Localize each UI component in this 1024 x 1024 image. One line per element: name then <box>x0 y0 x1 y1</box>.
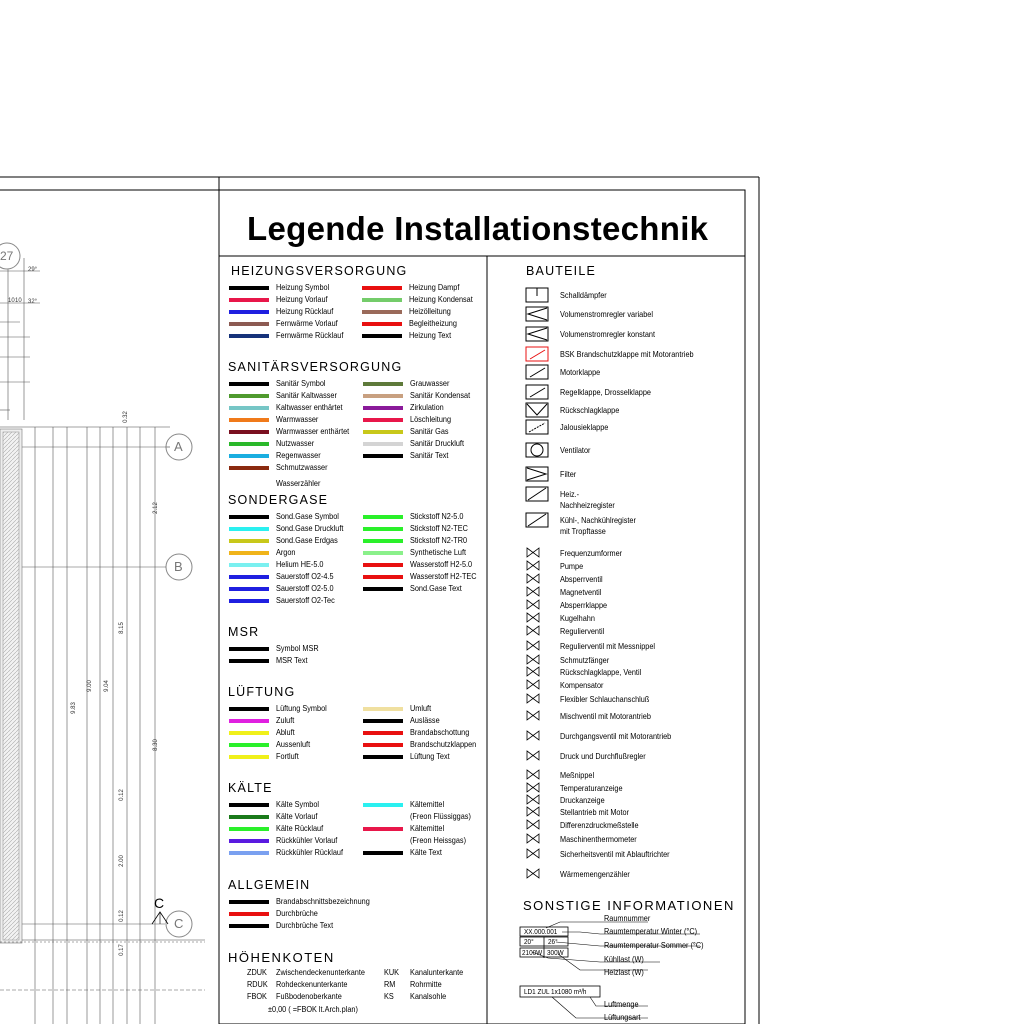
line-swatch <box>229 647 269 651</box>
axis-label-a: A <box>174 439 183 454</box>
bauteil-label: Mischventil mit Motorantrieb <box>560 711 651 721</box>
bauteil-label: Rückschlagklappe, Ventil <box>560 667 642 677</box>
hoehenkote-text: Rohdeckenunterkante <box>276 979 348 989</box>
line-swatch <box>363 406 403 410</box>
hoehenkoten-heading: HÖHENKOTEN <box>228 950 335 965</box>
hoehenkoten-footnote: ±0,00 ( =FBOK lt.Arch.plan) <box>268 1004 358 1014</box>
cooling-load-value: 2100W <box>522 948 543 957</box>
legend-label: Kältemittel <box>410 799 445 809</box>
line-swatch <box>229 659 269 663</box>
legend-label: Wasserstoff H2-5.0 <box>410 559 473 569</box>
legend-label: Kälte Vorlauf <box>276 811 318 821</box>
dimension-text: 10 <box>15 298 22 304</box>
flexibler-schlauch-icon <box>526 693 540 704</box>
frequenzumformer-icon <box>526 547 540 558</box>
legend-label: MSR Text <box>276 655 308 665</box>
legend-label: Argon <box>276 547 296 557</box>
bauteil-label: Motorklappe <box>560 367 601 377</box>
legend-label: Heizung Kondensat <box>409 294 473 304</box>
bauteil-label: Meßnippel <box>560 770 595 780</box>
legend-label: Helium HE-5.0 <box>276 559 324 569</box>
line-swatch <box>363 527 403 531</box>
legend-label: Aussenluft <box>276 739 311 749</box>
legend-label: Sanitär Druckluft <box>410 438 465 448</box>
line-swatch <box>229 394 269 398</box>
bauteil-label: Pumpe <box>560 561 584 571</box>
bauteile-heading: BAUTEILE <box>526 264 597 278</box>
line-swatch <box>229 743 269 747</box>
legend-label: Brandabschnittsbezeichnung <box>276 896 370 906</box>
line-swatch <box>229 286 269 290</box>
legend-title: Legende Installationstechnik <box>247 210 709 247</box>
hoehenkote-text: Kanalunterkante <box>410 967 464 977</box>
hoehenkote-text: Zwischendeckenunterkante <box>276 967 365 977</box>
dimension-text: 29° <box>28 267 38 273</box>
legend-label: Kaltwasser enthärtet <box>276 402 343 412</box>
legend-label: Nutzwasser <box>276 438 315 448</box>
bauteil-label: Frequenzumformer <box>560 548 623 558</box>
line-swatch <box>229 322 269 326</box>
line-swatch <box>229 466 269 470</box>
heating-load-value: 300W <box>547 948 564 957</box>
hoehenkote-code: RDUK <box>247 979 268 989</box>
label-sommer: Raumtemperatur Sommer (°C) <box>604 940 704 950</box>
bauteil-label: Schalldämpfer <box>560 290 607 300</box>
legend-label: Synthetische Luft <box>410 547 467 557</box>
line-swatch <box>363 587 403 591</box>
legend-label: Wasserzähler <box>276 478 321 488</box>
bauteil-label: Kompensator <box>560 680 604 690</box>
legend-label: Stickstoff N2-TEC <box>410 523 468 533</box>
axis-label-b: B <box>174 559 183 574</box>
legend-label: Schmutzwasser <box>276 462 328 472</box>
legend-label: Lüftung Text <box>410 751 450 761</box>
bauteil-label: Wärmemengenzähler <box>560 869 630 879</box>
kuehlregister-icon <box>524 511 550 529</box>
line-swatch <box>363 575 403 579</box>
differenzdruck-icon <box>526 819 540 830</box>
column-marker: 27 <box>0 249 14 263</box>
schalldaempfer-icon <box>524 286 550 304</box>
kaelte-heading: KÄLTE <box>228 781 273 795</box>
legend-label: Rückkühler Vorlauf <box>276 835 338 845</box>
line-swatch <box>362 334 402 338</box>
line-swatch <box>229 298 269 302</box>
legend-label: Heizung Dampf <box>409 282 460 292</box>
messnippel-icon <box>526 769 540 780</box>
line-swatch <box>363 382 403 386</box>
hoehenkote-text: Fußbodenoberkante <box>276 991 342 1001</box>
legend-label: Kälte Text <box>410 847 442 857</box>
dimension-text: 0.12 <box>118 910 125 922</box>
line-swatch <box>363 418 403 422</box>
hoehenkote-code: KS <box>384 991 394 1001</box>
bauteil-label-line2: mit Tropftasse <box>560 526 606 536</box>
legend-label: Sond.Gase Text <box>410 583 462 593</box>
line-swatch <box>229 599 269 603</box>
legend-label: Sanitär Text <box>410 450 449 460</box>
line-swatch <box>229 551 269 555</box>
bauteil-label: BSK Brandschutzklappe mit Motorantrieb <box>560 349 694 359</box>
dimension-text: 9.00 <box>86 680 93 692</box>
line-swatch <box>363 394 403 398</box>
line-swatch <box>362 286 402 290</box>
legend-label: Symbol MSR <box>276 643 319 653</box>
dimension-text: 0.17 <box>118 944 125 956</box>
label-luftmenge: Luftmenge <box>604 999 639 1009</box>
line-swatch <box>229 900 269 904</box>
legend-label: Sauerstoff O2-4.5 <box>276 571 334 581</box>
motorklappe-icon <box>524 363 550 381</box>
legend-label: Heizung Vorlauf <box>276 294 328 304</box>
druckanzeige-icon <box>526 794 540 805</box>
dimension-text: 10 <box>8 298 15 304</box>
bauteil-label: Sicherheitsventil mit Ablauftrichter <box>560 849 670 859</box>
filter-icon <box>524 465 550 483</box>
legend-label: Sanitär Gas <box>410 426 449 436</box>
bauteil-label: Filter <box>560 469 577 479</box>
stellantrieb-icon <box>526 806 540 817</box>
legend-label: Begleitheizung <box>409 318 457 328</box>
line-swatch <box>362 322 402 326</box>
line-swatch <box>229 755 269 759</box>
pumpe-icon <box>526 560 540 571</box>
line-swatch <box>229 418 269 422</box>
sanitaer-heading: SANITÄRSVERSORGUNG <box>228 360 403 374</box>
lueftung-heading: LÜFTUNG <box>228 685 296 699</box>
legend-label: Sond.Gase Druckluft <box>276 523 344 533</box>
volumenstromregler-variabel-icon <box>524 305 550 323</box>
heizregister-icon <box>524 485 550 503</box>
bauteil-label: Regelklappe, Drosselklappe <box>560 387 651 397</box>
ventilator-icon <box>524 441 550 459</box>
summer-temp-value: 26° <box>548 937 558 946</box>
legend-sublabel: (Freon Flüssiggas) <box>410 811 471 821</box>
legend-label: Zirkulation <box>410 402 444 412</box>
label-winter: Raumtemperatur Winter (°C) <box>604 926 698 936</box>
label-heizlast: Heizlast (W) <box>604 967 644 977</box>
legend-label: Fernwärme Rücklauf <box>276 330 344 340</box>
label-raumnummer: Raumnummer <box>604 913 651 923</box>
legend-label: Durchbrüche Text <box>276 920 334 930</box>
line-swatch <box>229 454 269 458</box>
line-swatch <box>363 551 403 555</box>
line-swatch <box>229 575 269 579</box>
legend-label: Warmwasser <box>276 414 319 424</box>
line-swatch <box>363 430 403 434</box>
dimension-text: 2.12 <box>152 502 159 514</box>
hoehenkote-code: KUK <box>384 967 400 977</box>
sicherheitsventil-icon <box>526 848 540 859</box>
line-swatch <box>229 334 269 338</box>
legend-label: Auslässe <box>410 715 440 725</box>
legend-label: Umluft <box>410 703 432 713</box>
line-swatch <box>229 382 269 386</box>
legend-label: Heizung Rücklauf <box>276 306 334 316</box>
legend-label: Sond.Gase Erdgas <box>276 535 338 545</box>
legend-label: Sauerstoff O2-5.0 <box>276 583 334 593</box>
regelklappe-icon <box>524 383 550 401</box>
legend-label: Lüftung Symbol <box>276 703 327 713</box>
bauteil-label: Regulierventil mit Messnippel <box>560 641 656 651</box>
dimension-text: 9.04 <box>103 680 110 692</box>
line-swatch <box>229 803 269 807</box>
line-swatch <box>363 707 403 711</box>
winter-temp-value: 20° <box>524 937 534 946</box>
line-swatch <box>229 731 269 735</box>
line-swatch <box>363 442 403 446</box>
allgemein-heading: ALLGEMEIN <box>228 878 311 892</box>
legend-label: Durchbrüche <box>276 908 318 918</box>
legend-label: Kältemittel <box>410 823 445 833</box>
dimension-text: 8.30 <box>152 739 159 751</box>
hoehenkote-code: RM <box>384 979 396 989</box>
bauteil-label: Absperrventil <box>560 574 603 584</box>
legend-label: Zuluft <box>276 715 295 725</box>
bauteil-label: Absperrklappe <box>560 600 608 610</box>
legend-label: Grauwasser <box>410 378 450 388</box>
legend-sublabel: (Freon Heissgas) <box>410 835 467 845</box>
line-swatch <box>229 815 269 819</box>
label-lueftungsart: Lüftungsart <box>604 1012 641 1022</box>
dimension-text: 0.12 <box>118 789 125 801</box>
schmutzfaenger-icon <box>526 654 540 665</box>
line-swatch <box>229 587 269 591</box>
line-swatch <box>363 731 403 735</box>
line-swatch <box>229 406 269 410</box>
absperrklappe-icon <box>526 599 540 610</box>
absperrventil-icon <box>526 573 540 584</box>
bauteil-label: Druck und Durchflußregler <box>560 751 646 761</box>
legend-label: Fortluft <box>276 751 299 761</box>
line-swatch <box>229 851 269 855</box>
bauteil-label: Schmutzfänger <box>560 655 610 665</box>
hoehenkote-code: FBOK <box>247 991 267 1001</box>
line-swatch <box>363 515 403 519</box>
line-swatch <box>229 912 269 916</box>
volumenstromregler-konstant-icon <box>524 325 550 343</box>
line-swatch <box>229 827 269 831</box>
bauteil-label: Regulierventil <box>560 626 605 636</box>
line-swatch <box>229 515 269 519</box>
bauteil-label-line2: Nachheizregister <box>560 500 615 510</box>
temperaturanzeige-icon <box>526 782 540 793</box>
bauteil-label: Rückschlagklappe <box>560 405 620 415</box>
dimension-text: 32° <box>28 299 38 305</box>
line-swatch <box>229 527 269 531</box>
line-swatch <box>229 839 269 843</box>
dimension-text: 2.00 <box>118 855 125 867</box>
legend-label: Abluft <box>276 727 295 737</box>
line-swatch <box>229 430 269 434</box>
line-swatch <box>229 442 269 446</box>
legend-label: Stickstoff N2-TR0 <box>410 535 468 545</box>
legend-label: Sanitär Symbol <box>276 378 326 388</box>
legend-label: Heizung Text <box>409 330 452 340</box>
legend-label: Löschleitung <box>410 414 452 424</box>
legend-label: Kälte Rücklauf <box>276 823 324 833</box>
sonstige-heading: SONSTIGE INFORMATIONEN <box>523 898 735 913</box>
line-swatch <box>362 298 402 302</box>
kompensator-icon <box>526 679 540 690</box>
legend-label: Kälte Symbol <box>276 799 320 809</box>
legend-label: Heizölleitung <box>409 306 451 316</box>
bauteil-label: Ventilator <box>560 445 591 455</box>
dimension-text: 9.83 <box>70 702 77 714</box>
msr-heading: MSR <box>228 625 260 639</box>
line-swatch <box>229 924 269 928</box>
bauteil-label: Maschinenthermometer <box>560 834 637 844</box>
floorplan-fragment <box>0 258 205 1024</box>
line-swatch <box>363 743 403 747</box>
line-swatch <box>363 803 403 807</box>
bauteil-label: Jalousieklappe <box>560 422 609 432</box>
hoehenkote-text: Rohrmitte <box>410 979 442 989</box>
durchgangsventil-icon <box>526 730 540 741</box>
jalousieklappe-icon <box>524 418 550 436</box>
bauteil-label: Stellantrieb mit Motor <box>560 807 630 817</box>
line-swatch <box>363 719 403 723</box>
legend-label: Regenwasser <box>276 450 321 460</box>
bauteil-label: Kugelhahn <box>560 613 595 623</box>
line-swatch <box>362 310 402 314</box>
bauteil-label: Heiz.- <box>560 489 580 499</box>
dimension-text: 0.32 <box>122 411 129 423</box>
line-swatch <box>363 539 403 543</box>
line-swatch <box>229 563 269 567</box>
waermemengenzaehler-icon <box>526 868 540 879</box>
axis-label-c: C <box>174 916 184 931</box>
mischventil-icon <box>526 710 540 721</box>
line-swatch <box>363 851 403 855</box>
bauteil-label: Volumenstromregler konstant <box>560 329 656 339</box>
line-swatch <box>229 719 269 723</box>
room-number-value: XX.000.001 <box>524 927 558 936</box>
legend-label: Brandschutzklappen <box>410 739 477 749</box>
regulierventil-messnippel-icon <box>526 640 540 651</box>
heizung-heading: HEIZUNGSVERSORGUNG <box>231 264 408 278</box>
legend-label: Wasserstoff H2-TEC <box>410 571 477 581</box>
regulierventil-icon <box>526 625 540 636</box>
magnetventil-icon <box>526 586 540 597</box>
bsk-motor-icon <box>524 345 550 363</box>
legend-label: Sauerstoff O2-Tec <box>276 595 335 605</box>
bauteil-label: Temperaturanzeige <box>560 783 623 793</box>
bauteil-label: Durchgangsventil mit Motorantrieb <box>560 731 672 741</box>
line-swatch <box>363 827 403 831</box>
label-kuehllast: Kühllast (W) <box>604 954 644 964</box>
bauteil-label: Differenzdruckmeßstelle <box>560 820 639 830</box>
line-swatch <box>363 755 403 759</box>
legend-label: Sond.Gase Symbol <box>276 511 339 521</box>
bauteil-label: Druckanzeige <box>560 795 605 805</box>
line-swatch <box>363 563 403 567</box>
legend-label: Heizung Symbol <box>276 282 330 292</box>
duct-box-text: LD1 ZUL 1x1080 m³/h <box>524 987 587 996</box>
bauteil-label: Kühl-, Nachkühlregister <box>560 515 636 525</box>
legend-label: Fernwärme Vorlauf <box>276 318 338 328</box>
legend-label: Stickstoff N2-5.0 <box>410 511 464 521</box>
kugelhahn-icon <box>526 612 540 623</box>
section-c-label: C <box>154 895 165 911</box>
sondergase-heading: SONDERGASE <box>228 493 329 507</box>
druckregler-icon <box>526 750 540 761</box>
rueckschlagklappe-ventil-icon <box>526 666 540 677</box>
legend-label: Sanitär Kaltwasser <box>276 390 337 400</box>
rueckschlagklappe-icon <box>524 401 550 419</box>
line-swatch <box>229 310 269 314</box>
bauteil-label: Flexibler Schlauchanschluß <box>560 694 650 704</box>
bauteil-label: Magnetventil <box>560 587 602 597</box>
legend-label: Rückkühler Rücklauf <box>276 847 343 857</box>
bauteil-label: Volumenstromregler variabel <box>560 309 653 319</box>
line-swatch <box>229 539 269 543</box>
maschinenthermometer-icon <box>526 833 540 844</box>
dimension-text: 8.15 <box>118 622 125 634</box>
hoehenkote-code: ZDUK <box>247 967 267 977</box>
line-swatch <box>363 454 403 458</box>
legend-label: Brandabschottung <box>410 727 470 737</box>
legend-label: Warmwasser enthärtet <box>276 426 350 436</box>
legend-label: Sanitär Kondensat <box>410 390 471 400</box>
hoehenkote-text: Kanalsohle <box>410 991 447 1001</box>
line-swatch <box>229 707 269 711</box>
